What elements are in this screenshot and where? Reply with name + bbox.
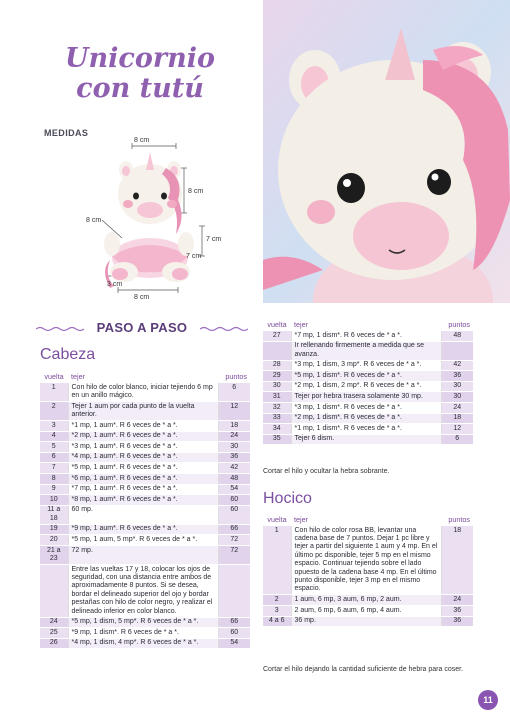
col-vuelta: vuelta bbox=[44, 371, 64, 381]
row-puntos: 6 bbox=[218, 383, 250, 402]
row-vuelta: 3 bbox=[263, 606, 291, 617]
row-tejer: Tejer 6 dism. bbox=[291, 434, 441, 445]
row-puntos: 36 bbox=[218, 452, 250, 463]
row-puntos: 36 bbox=[441, 606, 473, 617]
col-vuelta: vuelta bbox=[267, 514, 287, 524]
title-line-1: Unicornio bbox=[64, 43, 215, 74]
row-vuelta: 30 bbox=[263, 381, 291, 392]
table-row bbox=[263, 595, 473, 606]
row-vuelta: 5 bbox=[40, 442, 68, 453]
row-vuelta bbox=[40, 564, 68, 617]
row-vuelta: 32 bbox=[263, 402, 291, 413]
row-puntos: 42 bbox=[441, 360, 473, 371]
page-number: 11 bbox=[478, 690, 498, 710]
row-tejer: 1 aum, 6 mp, 3 aum, 6 mp, 2 aum. bbox=[291, 595, 441, 606]
row-puntos: 60 bbox=[218, 495, 250, 506]
col-tejer: tejer bbox=[71, 371, 85, 381]
hocico-table bbox=[263, 514, 473, 627]
row-tejer: Tejer 1 aum por cada punto de la vuelta anterior. bbox=[68, 402, 218, 421]
row-vuelta bbox=[263, 341, 291, 360]
row-puntos: 12 bbox=[218, 402, 250, 421]
table-row bbox=[263, 392, 473, 403]
dim-head-height: 8 cm bbox=[188, 188, 204, 195]
col-tejer: tejer bbox=[294, 319, 308, 329]
row-tejer: Tejer por hebra trasera solamente 30 mp. bbox=[291, 392, 441, 403]
table-row bbox=[40, 452, 250, 463]
row-vuelta: 3 bbox=[40, 421, 68, 432]
hocico-note: Cortar el hilo dejando la cantidad suficiente de hebra para coser. bbox=[263, 666, 464, 673]
dim-arm: 8 cm bbox=[86, 217, 102, 224]
row-vuelta: 26 bbox=[40, 638, 68, 649]
row-tejer: 36 mp. bbox=[291, 616, 441, 627]
row-vuelta: 6 bbox=[40, 452, 68, 463]
table-row bbox=[40, 628, 250, 639]
table-row bbox=[263, 606, 473, 617]
row-puntos: 60 bbox=[218, 505, 250, 524]
table-row bbox=[263, 381, 473, 392]
row-tejer: Ir rellenando firmemente a medida que se avanza. bbox=[291, 341, 441, 360]
row-puntos: 18 bbox=[218, 421, 250, 432]
row-puntos: 48 bbox=[441, 331, 473, 341]
table-row bbox=[263, 413, 473, 424]
section-heading bbox=[36, 320, 248, 338]
row-vuelta: 1 bbox=[40, 383, 68, 402]
row-puntos: 54 bbox=[218, 638, 250, 649]
table-row bbox=[263, 424, 473, 435]
row-tejer: 72 mp. bbox=[68, 545, 218, 564]
table-row bbox=[40, 442, 250, 453]
row-vuelta: 11 a 18 bbox=[40, 505, 68, 524]
dim-foot: 3 cm bbox=[107, 281, 123, 288]
unicorn-illustration bbox=[80, 138, 250, 300]
table-row bbox=[40, 524, 250, 535]
table-row bbox=[40, 505, 250, 524]
row-vuelta: 4 bbox=[40, 431, 68, 442]
page-title bbox=[40, 44, 240, 104]
row-puntos bbox=[218, 564, 250, 617]
table-row bbox=[40, 495, 250, 506]
row-vuelta: 19 bbox=[40, 524, 68, 535]
row-vuelta: 1 bbox=[263, 526, 291, 595]
row-vuelta: 2 bbox=[40, 402, 68, 421]
row-puntos: 24 bbox=[441, 595, 473, 606]
row-puntos: 30 bbox=[441, 381, 473, 392]
row-tejer: *2 mp, 1 aum*. R 6 veces de * a *. bbox=[68, 431, 218, 442]
table-row bbox=[40, 431, 250, 442]
section-title: PASO A PASO bbox=[96, 320, 188, 335]
row-tejer: *4 mp, 1 dism, 4 mp*. R 6 veces de * a *. bbox=[68, 638, 218, 649]
dim-leg: 7 cm bbox=[186, 253, 202, 260]
row-tejer: *4 mp, 1 aum*. R 6 veces de * a *. bbox=[68, 452, 218, 463]
row-vuelta: 33 bbox=[263, 413, 291, 424]
row-vuelta: 4 a 6 bbox=[263, 616, 291, 627]
row-tejer: *5 mp, 1 aum*. R 6 veces de * a *. bbox=[68, 463, 218, 474]
row-puntos: 36 bbox=[441, 371, 473, 382]
table-row bbox=[263, 526, 473, 595]
row-puntos: 30 bbox=[218, 442, 250, 453]
title-line-2: con tutú bbox=[76, 73, 204, 104]
table-row bbox=[40, 564, 250, 617]
table-row bbox=[263, 402, 473, 413]
row-puntos: 24 bbox=[218, 431, 250, 442]
row-tejer: 60 mp. bbox=[68, 505, 218, 524]
row-puntos: 66 bbox=[218, 524, 250, 535]
row-tejer: *8 mp, 1 aum*. R 6 veces de * a *. bbox=[68, 495, 218, 506]
row-vuelta: 29 bbox=[263, 371, 291, 382]
cabeza-heading: Cabeza bbox=[40, 346, 96, 363]
row-tejer: *5 mp, 1 dism, 5 mp*. R 6 veces de * a *. bbox=[68, 617, 218, 628]
row-vuelta: 24 bbox=[40, 617, 68, 628]
table-row bbox=[40, 383, 250, 402]
row-puntos: 24 bbox=[441, 402, 473, 413]
row-vuelta: 20 bbox=[40, 535, 68, 546]
measurements-label: MEDIDAS bbox=[44, 128, 89, 138]
row-vuelta: 27 bbox=[263, 331, 291, 341]
row-tejer: *2 mp, 1 dism, 2 mp*. R 6 veces de * a *. bbox=[291, 381, 441, 392]
table-row bbox=[263, 371, 473, 382]
col-puntos: puntos bbox=[448, 319, 470, 329]
row-tejer: *5 mp, 1 aum, 5 mp*. R 6 veces de * a *. bbox=[68, 535, 218, 546]
row-puntos: 18 bbox=[441, 413, 473, 424]
table-row bbox=[40, 421, 250, 432]
row-puntos: 54 bbox=[218, 484, 250, 495]
col-puntos: puntos bbox=[448, 514, 470, 524]
hocico-heading: Hocico bbox=[263, 490, 312, 507]
row-tejer: *7 mp, 1 aum*. R 6 veces de * a *. bbox=[68, 484, 218, 495]
row-puntos: 6 bbox=[441, 434, 473, 445]
row-tejer: *9 mp, 1 dism*. R 6 veces de * a *. bbox=[68, 628, 218, 639]
row-tejer: Entre las vueltas 17 y 18, colocar los ojos de seguridad, con una distancia entre ambos de aproximadamente 8 puntos. Si se desea, bordar el delineado superior del ojo y bordar pestañas con hilo de color negro, y realizar el delineado inferior en color blanco. bbox=[68, 564, 218, 617]
row-puntos bbox=[441, 341, 473, 360]
row-puntos: 66 bbox=[218, 617, 250, 628]
row-tejer: *2 mp, 1 dism*. R 6 veces de * a *. bbox=[291, 413, 441, 424]
row-tejer: Con hilo de color blanco, iniciar tejiendo 6 mp en un anillo mágico. bbox=[68, 383, 218, 402]
row-vuelta: 31 bbox=[263, 392, 291, 403]
unicorn-photo bbox=[263, 0, 510, 303]
table-row bbox=[40, 545, 250, 564]
table-row bbox=[263, 341, 473, 360]
row-vuelta: 21 a 23 bbox=[40, 545, 68, 564]
row-puntos: 30 bbox=[441, 392, 473, 403]
table-row bbox=[40, 463, 250, 474]
row-vuelta: 35 bbox=[263, 434, 291, 445]
row-vuelta: 9 bbox=[40, 484, 68, 495]
row-tejer: 2 aum, 6 mp, 6 aum, 6 mp, 4 aum. bbox=[291, 606, 441, 617]
col-vuelta: vuelta bbox=[267, 319, 287, 329]
row-tejer: *6 mp, 1 aum*. R 6 veces de * a *. bbox=[68, 473, 218, 484]
table-row bbox=[263, 616, 473, 627]
row-vuelta: 34 bbox=[263, 424, 291, 435]
row-puntos: 60 bbox=[218, 628, 250, 639]
table-row bbox=[40, 535, 250, 546]
row-tejer: *3 mp, 1 aum*. R 6 veces de * a *. bbox=[68, 442, 218, 453]
row-vuelta: 10 bbox=[40, 495, 68, 506]
row-puntos: 72 bbox=[218, 535, 250, 546]
row-vuelta: 28 bbox=[263, 360, 291, 371]
row-tejer: *1 mp, 1 dism*. R 6 veces de * a *. bbox=[291, 424, 441, 435]
table-row bbox=[40, 484, 250, 495]
row-puntos: 72 bbox=[218, 545, 250, 564]
dim-base-width: 8 cm bbox=[134, 294, 150, 301]
cabeza-note: Cortar el hilo y ocultar la hebra sobrante. bbox=[263, 468, 390, 475]
table-row bbox=[40, 617, 250, 628]
table-row bbox=[40, 638, 250, 649]
row-puntos: 48 bbox=[218, 473, 250, 484]
row-puntos: 36 bbox=[441, 616, 473, 627]
col-puntos: puntos bbox=[225, 371, 247, 381]
cabeza-table bbox=[40, 371, 250, 649]
table-row bbox=[40, 402, 250, 421]
row-tejer: Con hilo de color rosa BB, levantar una cadena base de 7 puntos. Dejar 1 pc libre y tejer a partir del siguiente 1 aum y 4 mp. En el último pc disponible, tejer 5 mp en el mismo espacio. Continuar tejiendo sobre el lado opuesto de la cadena base 4 mp. En el último punto disponible, tejer 3 mp en el mismo espacio. bbox=[291, 526, 441, 595]
table-row bbox=[263, 331, 473, 341]
dim-body-height: 7 cm bbox=[206, 236, 222, 243]
row-tejer: *5 mp, 1 dism*. R 6 veces de * a *. bbox=[291, 371, 441, 382]
row-tejer: *3 mp, 1 dism, 3 mp*. R 6 veces de * a *. bbox=[291, 360, 441, 371]
row-vuelta: 7 bbox=[40, 463, 68, 474]
row-puntos: 12 bbox=[441, 424, 473, 435]
row-vuelta: 8 bbox=[40, 473, 68, 484]
row-tejer: *7 mp, 1 dism*. R 6 veces de * a *. bbox=[291, 331, 441, 341]
row-vuelta: 2 bbox=[263, 595, 291, 606]
row-vuelta: 25 bbox=[40, 628, 68, 639]
table-row bbox=[263, 434, 473, 445]
row-tejer: *9 mp, 1 aum*. R 6 veces de * a *. bbox=[68, 524, 218, 535]
row-tejer: *1 mp, 1 aum*. R 6 veces de * a *. bbox=[68, 421, 218, 432]
row-tejer: *3 mp, 1 dism*. R 6 veces de * a *. bbox=[291, 402, 441, 413]
row-puntos: 18 bbox=[441, 526, 473, 595]
cabeza-cont-table bbox=[263, 319, 473, 445]
col-tejer: tejer bbox=[294, 514, 308, 524]
row-puntos: 42 bbox=[218, 463, 250, 474]
table-row bbox=[40, 473, 250, 484]
dim-head-width: 8 cm bbox=[134, 137, 150, 144]
table-row bbox=[263, 360, 473, 371]
